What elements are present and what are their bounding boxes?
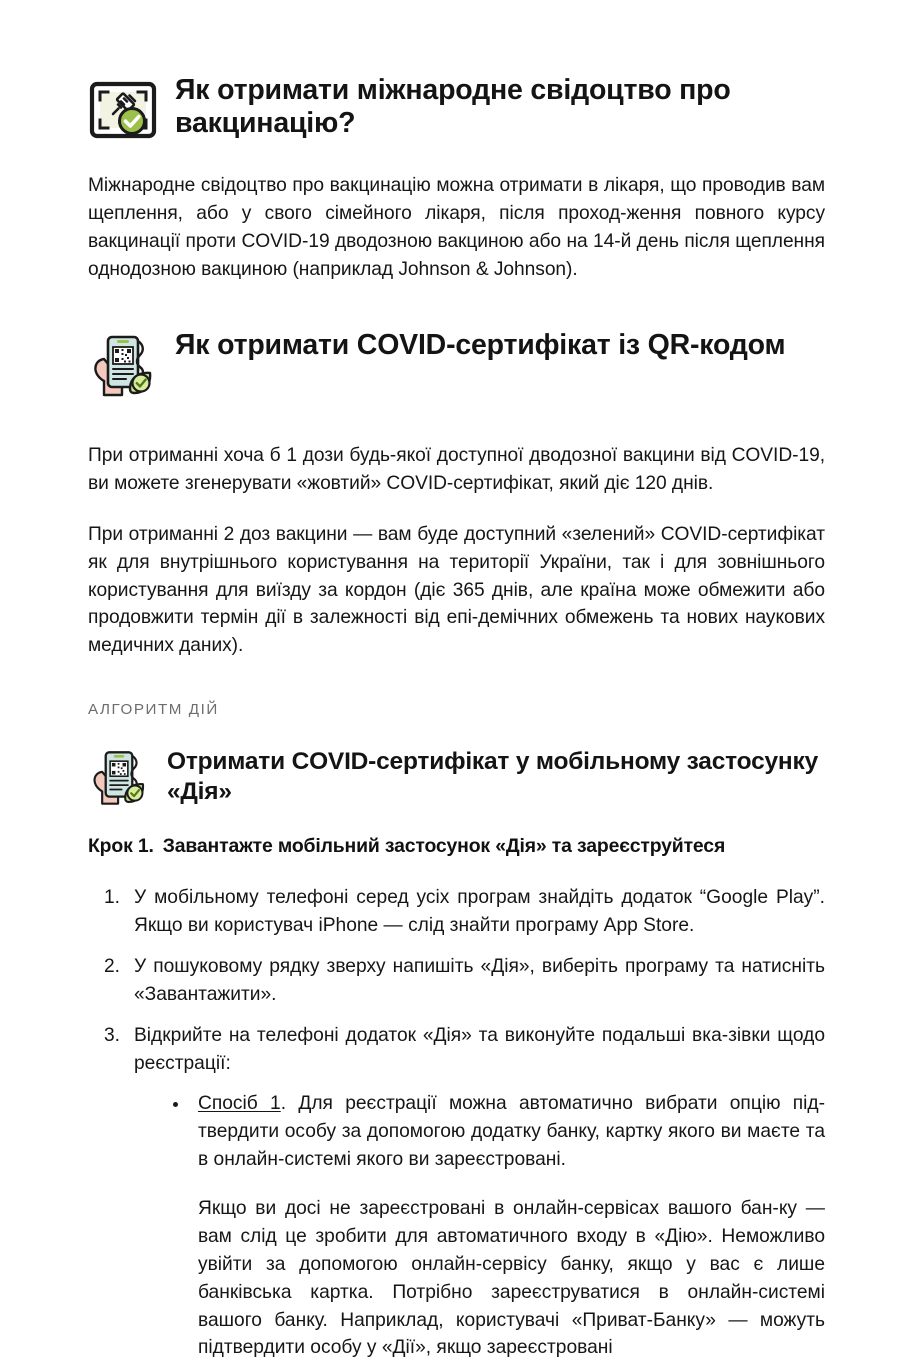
list-item-number: 3. — [104, 1025, 121, 1047]
phone-qr-certificate-icon — [88, 331, 158, 401]
vaccination-certificate-icon — [88, 76, 158, 146]
section-title-get-certificate-in-diia: Отримати COVID-сертифікат у мобільному застосунку «Дія» — [167, 748, 819, 805]
step-1-heading — [88, 835, 825, 858]
eyebrow-algorithm-label: АЛГОРИТМ ДІЙ — [88, 701, 219, 719]
spacer — [88, 858, 825, 884]
spacer — [88, 401, 825, 442]
list-item — [88, 884, 825, 940]
page-title: Як отримати міжнародне свідоцтво про вакцинацію? — [175, 74, 731, 140]
substeps-wrapper — [134, 1090, 825, 1362]
spacer — [88, 146, 825, 172]
list-item-text: Відкрийте на телефоні додаток «Дія» та виконуйте подальші вка-зівки щодо реєстрації: — [134, 1025, 825, 1074]
list-item-number: 2. — [104, 956, 121, 978]
list-item-number: 1. — [104, 887, 121, 909]
paragraph-green-certificate: При отриманні 2 доз вакцини — вам буде доступний «зелений» COVID-сертифікат як для внутрішнього користування на території України, так і для зовнішнього користування для виїзду за кордон (діє 365 днів, але країна може обмежити або продовжити термін дії в залежності від епі-демічних обмежень та нових наукових медичних даних). — [88, 523, 825, 657]
substep-followup-paragraph: Якщо ви досі не зареєстровані в онлайн-сервісах вашого бан-ку — вам слід це зробити для автоматичного входу в «Дію». Неможливо увійти за допомогою онлайн-сервісу банку, якщо у вас є лише банківська картка. Потрібно зареєструватися в онлайн-системі вашого банку. Наприклад, користувачі «Приват-Банку» — можуть підтвердити особу у «Дії», якщо зареєстровані — [198, 1197, 825, 1359]
spacer — [88, 660, 825, 701]
step-number-label: Крок 1. — [88, 835, 154, 858]
phone-qr-certificate-icon — [88, 747, 150, 809]
list-item — [88, 1022, 825, 1362]
paragraph-international-certificate: Міжнародне свідоцтво про вакцинацію можна отримати в лікаря, що проводив вам щеплення, або у свого сімейного лікаря, після проход-ження повного курсу вакцинації проти COVID-19 дводозною вакциною або на 14-й день після щеплення однодозною вакциною (наприклад Johnson & Johnson). — [88, 175, 825, 280]
document-content — [88, 70, 825, 1362]
section-header-international-certificate — [88, 70, 825, 146]
spacer — [88, 809, 825, 835]
section-title-covid-certificate-qr: Як отримати COVID-сертифікат із QR-кодом — [175, 328, 786, 361]
step-title-text: Завантажте мобільний застосунок «Дія» та зареєструйтеся — [162, 835, 726, 858]
paragraph-yellow-certificate: При отриманні хоча б 1 дози будь-якої доступної дводозної вакцини від COVID-19, ви можете згенерувати «жовтий» COVID-сертифікат, який діє 120 днів. — [88, 444, 825, 494]
section-header-covid-certificate-qr — [88, 325, 825, 401]
bullet-dot-icon — [173, 1102, 178, 1107]
substep-lead-label: Спосіб 1 — [198, 1092, 281, 1114]
list-item-text: У мобільному телефоні серед усіх програм знайдіть додаток “Google Play”. Якщо ви користувач iPhone — слід знайти програму App Store. — [134, 887, 825, 937]
section-header-get-certificate-in-diia — [88, 744, 825, 809]
steps-list — [88, 884, 825, 1362]
list-item — [88, 953, 825, 1009]
substeps-list — [163, 1090, 825, 1362]
substep-text: . Для реєстрації можна автоматично вибрати опцію під-твердити особу за допомогою додатку банку, картку якого ви маєте та в онлайн-системі якого ви зареєстровані. — [198, 1092, 825, 1170]
spacer — [88, 284, 825, 325]
spacer — [88, 718, 825, 744]
list-item — [163, 1090, 825, 1362]
list-item-text: У пошуковому рядку зверху напишіть «Дія», виберіть програму та натисніть «Завантажити». — [134, 956, 825, 1006]
